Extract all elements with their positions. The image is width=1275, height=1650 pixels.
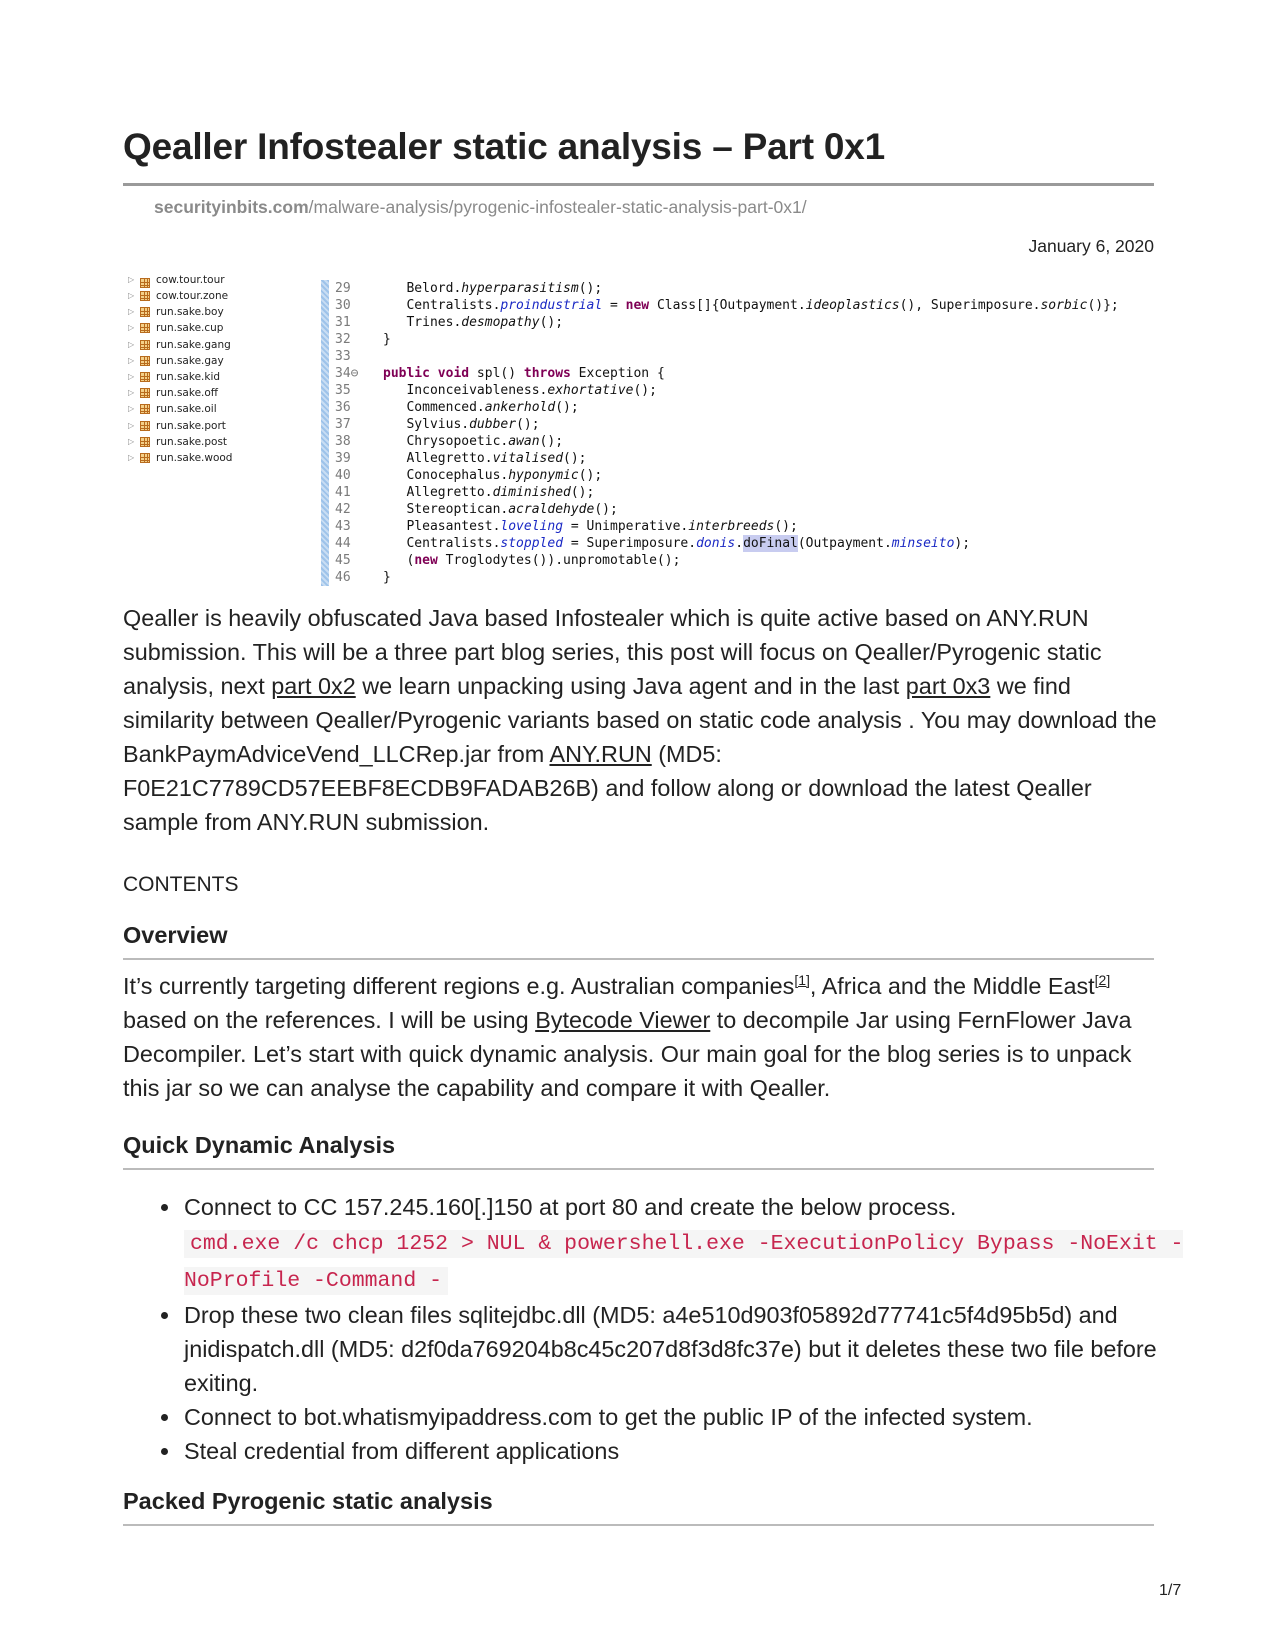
overview-text: to decompile Jar using FernFlower Java Decompiler. Let’s start with quick dynamic analysis. Our main goal for the blog series is to unpack this jar so we can analyse the capability and compare it with Qealler. (123, 1007, 1132, 1101)
expand-arrow-icon: ▷ (128, 339, 135, 349)
code-line: 46 } (335, 570, 391, 585)
list-item (184, 1434, 1219, 1468)
footnote-ref-1[interactable] (794, 972, 810, 988)
footnote-link[interactable]: [2] (1094, 972, 1111, 989)
intro-text: (MD5: F0E21C7789CD57EEBF8ECDB9FADAB26B) and follow along or download the latest Qealler sample from ANY.RUN submission. (123, 741, 1092, 835)
package-icon (140, 421, 150, 431)
line-number: 39 (335, 451, 351, 466)
tree-item-label: run.sake.port (156, 419, 226, 432)
line-number: 30 (335, 298, 351, 313)
list-item-text: Steal credential from different applications (184, 1438, 620, 1464)
tree-item (128, 320, 328, 336)
bytecode-viewer-link[interactable]: Bytecode Viewer (535, 1007, 711, 1033)
tree-item-label: run.sake.gay (156, 354, 224, 367)
code-line: 31 Trines. desmopathy (); (335, 315, 564, 330)
tree-item (128, 385, 328, 401)
package-icon (140, 437, 150, 447)
tree-item (128, 369, 328, 385)
command-code: cmd.exe /c chcp 1252 > NUL & powershell.exe -ExecutionPolicy Bypass -NoExit -NoProfile -Command - (184, 1232, 1184, 1293)
tree-item (128, 418, 328, 434)
overview-paragraph (123, 969, 1158, 1105)
footnote-link[interactable]: [1] (794, 972, 810, 989)
intro-paragraph (123, 601, 1158, 839)
package-tree (128, 273, 328, 466)
post-date: January 6, 2020 (1028, 236, 1154, 256)
line-number: 38 (335, 434, 351, 449)
line-number: 44 (335, 536, 351, 551)
expand-arrow-icon: ▷ (128, 274, 135, 284)
tree-item (128, 434, 328, 450)
tree-item-label: run.sake.gang (156, 338, 231, 351)
line-number: 46 (335, 570, 351, 585)
expand-arrow-icon: ▷ (128, 388, 135, 398)
expand-arrow-icon: ▷ (128, 291, 135, 300)
intro-text: we learn unpacking using Java agent and in the last (355, 673, 906, 699)
code-editor (335, 280, 1119, 586)
tree-item (128, 337, 328, 353)
tree-item-label: run.sake.cup (156, 322, 224, 335)
package-icon (140, 404, 150, 414)
expand-arrow-icon: ▷ (128, 355, 135, 365)
tree-item (128, 288, 328, 304)
expand-arrow-icon: ▷ (128, 404, 135, 414)
list-item (184, 1298, 1219, 1400)
line-number: 43 (335, 519, 351, 534)
code-line: 43 Pleasantest. loveling = Unimperative. interbreeds (); (335, 519, 798, 534)
line-number: 45 (335, 553, 351, 568)
part-0x3-link[interactable]: part 0x3 (905, 673, 991, 699)
line-number: 31 (335, 315, 351, 330)
page-title: Qealler Infostealer static analysis – Part 0x1 (123, 126, 886, 167)
expand-arrow-icon: ▷ (128, 420, 135, 430)
tree-item-label: cow.tour.zone (156, 290, 229, 302)
intro-text: we find similarity between Qealler/Pyrogenic variants based on static code analysis . You may download the BankPaymAdviceVend_LLCRep.jar from (123, 673, 1157, 767)
tree-item-label: run.sake.wood (156, 451, 233, 464)
code-line: 41 Allegretto. diminished (); (335, 485, 595, 500)
tree-item-label: run.sake.kid (156, 370, 221, 383)
intro-text: Qealler is heavily obfuscated Java based Infostealer which is quite active based on ANY.RUN submission. This will be a three part blog series, this post will focus on Qealler/Pyrogenic static analysis, next (123, 605, 1102, 699)
package-icon (140, 291, 150, 301)
tree-item (128, 304, 328, 320)
tree-item (128, 401, 328, 417)
package-icon (140, 323, 150, 333)
quick-dynamic-heading: Quick Dynamic Analysis (123, 1132, 396, 1158)
list-item (184, 1400, 1219, 1434)
expand-arrow-icon: ▷ (128, 436, 135, 446)
code-line: 40 Conocephalus. hyponymic (); (335, 468, 603, 483)
section-divider (123, 1524, 1154, 1526)
tree-item-label: cow.tour.tour (156, 273, 225, 286)
title-divider (123, 183, 1154, 186)
line-number: 37 (335, 417, 351, 432)
overview-heading: Overview (123, 922, 228, 948)
anyrun-link[interactable]: ANY.RUN (549, 741, 652, 767)
section-divider (123, 1168, 1154, 1170)
package-icon (140, 278, 150, 288)
code-line: 38 Chrysopoetic. awan (); (335, 434, 564, 449)
package-icon (140, 356, 150, 366)
tree-item-label: run.sake.off (156, 387, 219, 400)
source-url[interactable] (154, 197, 807, 218)
tree-item (128, 353, 328, 369)
packed-analysis-heading: Packed Pyrogenic static analysis (123, 1488, 493, 1514)
code-line: 32 } (335, 332, 391, 347)
code-line: 29 Belord. hyperparasitism (); (335, 281, 603, 296)
line-number: 42 (335, 502, 351, 517)
overview-text: , Africa and the Middle East (809, 973, 1095, 999)
tree-item (128, 450, 328, 466)
tree-item-label: run.sake.oil (156, 403, 217, 416)
line-number: 40 (335, 468, 351, 483)
editor-gutter (321, 280, 329, 586)
code-line: 30 Centralists. proindustrial = new Class[]{Outpayment. ideoplastics (), Superimposure. sorbic ()}; (335, 298, 1119, 313)
contents-toggle[interactable]: CONTENTS (123, 873, 239, 896)
line-number: 34⊖ (335, 366, 359, 381)
tree-item (128, 273, 328, 288)
page-number: 1/7 (1159, 1582, 1182, 1599)
package-icon (140, 388, 150, 398)
code-line: 39 Allegretto. vitalised (); (335, 451, 587, 466)
list-item-text: Connect to bot.whatismyipaddress.com to get the public IP of the infected system. (184, 1404, 1033, 1430)
package-icon (140, 453, 150, 463)
package-icon (140, 307, 150, 317)
line-number: 36 (335, 400, 351, 415)
expand-arrow-icon: ▷ (128, 452, 135, 462)
line-number: 29 (335, 281, 351, 296)
source-domain[interactable]: securityinbits.com (154, 197, 309, 217)
code-line: 44 Centralists. stoppled = Superimposure. donis . doFinal (Outpayment. minseito ); (335, 536, 971, 551)
overview-text: based on the references. I will be using (123, 1007, 536, 1033)
expand-arrow-icon: ▷ (128, 323, 135, 333)
expand-arrow-icon: ▷ (128, 307, 135, 317)
line-number: 32 (335, 332, 351, 347)
list-item (184, 1190, 1219, 1298)
expand-arrow-icon: ▷ (128, 371, 135, 381)
footnote-ref-2[interactable] (1095, 972, 1111, 988)
list-item-text: Connect to CC 157.245.160[.]150 at port 80 and create the below process. (184, 1194, 957, 1220)
line-number: 33 (335, 349, 351, 364)
line-number: 41 (335, 485, 351, 500)
source-path[interactable]: /malware-analysis/pyrogenic-infostealer-static-analysis-part-0x1/ (308, 197, 807, 217)
code-line: 34⊖ public void spl() throws Exception { (335, 366, 665, 381)
section-divider (123, 958, 1154, 960)
package-icon (140, 372, 150, 382)
code-screenshot-figure (123, 273, 1154, 586)
overview-text: It’s currently targeting different regions e.g. Australian companies (123, 973, 795, 999)
code-line: 45 ( new Troglodytes()).unpromotable(); (335, 553, 681, 568)
line-number: 35 (335, 383, 351, 398)
tree-item-label: run.sake.boy (156, 306, 224, 319)
tree-item-label: run.sake.post (156, 435, 228, 448)
code-line: 42 Stereoptican. acraldehyde (); (335, 502, 618, 517)
code-line (335, 348, 1119, 365)
code-line: 35 Inconceivableness. exhortative (); (335, 383, 657, 398)
list-item-text: Drop these two clean files sqlitejdbc.dll (MD5: a4e510d903f05892d77741c5f4d95b5d) and jnidispatch.dll (MD5: d2f0da769204b8c45c207d8f3d8fc37e) but it deletes these two file before exiting. (184, 1302, 1157, 1396)
dynamic-analysis-list (123, 1190, 1219, 1468)
code-line: 36 Commenced. ankerhold (); (335, 400, 579, 415)
package-icon (140, 340, 150, 350)
part-0x2-link[interactable]: part 0x2 (271, 673, 356, 699)
code-line: 37 Sylvius. dubber (); (335, 417, 540, 432)
